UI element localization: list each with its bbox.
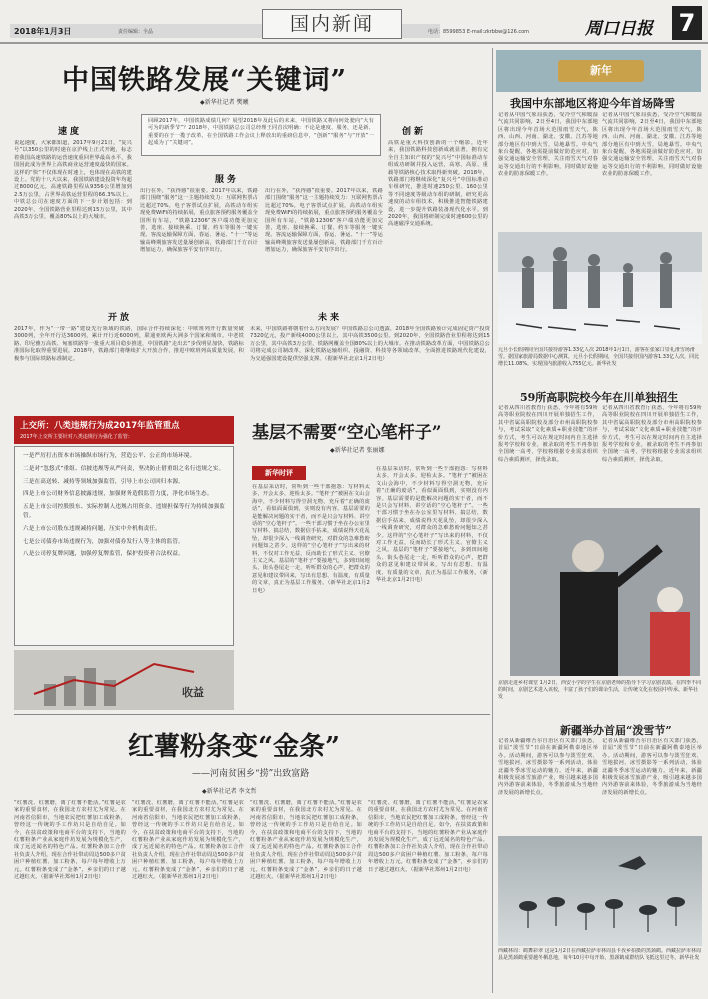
snow-text-2: 记者从中国气象局获悉，受冷空气和暖湿气流共同影响，2日至4日，我国中东部地区将出现今年首场大范围雨雪天气，陕西、山西、河南、湖北、安徽、江苏等地部分地区有中到大雪，局地暴雪。中央气象台提醒，各地需提前做好防范应对，加强交通运输安全管理，关注雨雪天气对春运等交通出行的不利影响，同时做好设施农业的防冻保暖工作。 (602, 112, 702, 178)
snow-banner (496, 50, 701, 92)
open-text: 2017年，作为“一带一路”建设先行领域的铁路，国际合作持续深化：中欧班列开行数量突破3000列，全年开行达3600列，累计开行近6000列，联通亚欧两大洲多个国家和城市。中老铁路、印尼雅万高铁、匈塞铁路等一批重大项目稳步推进，中国铁路“走出去”步伐明显加快，铁路标准国际化取得重要进展。2018年，铁路部门将继续扩大开放合作，推进中欧班列高质量发展，积极参与国际铁路标准制定。 (14, 326, 244, 362)
empty-pen-text-2: 在基层采访时，常听到一些干部抱怨：写材料太多，开会太多，迎检太多。“笔杆子”被困在文山会海中，不少材料写得空洞无物，充斥着“正确的废话”，看似面面俱到，实则没有内容。基层需要的是能解决问题的实干者，而不是只会写材料、讲空话的“空心笔杆子”。一些干部习惯于坐在办公室里写材料、搞总结，数据信手拈来，成绩说得天花乱坠，却很少深入一线调查研究，对群众的急难愁盼问题知之甚少。这样的“空心笔杆子”写出来的材料，不仅对工作无益，反而助长了形式主义、官僚主义之风。基层的“笔杆子”要接地气，多到田间地头、街头巷尾走一走，听听群众的心声，把群众的意见和建议带回来，写出有思想、有温度、有质量的文章，真正为基层工作服务。（新华社北京1月2日电） (376, 466, 488, 584)
crane-caption: 西藏林周：鹤舞彩翠 这是1月2日在西藏拉萨市林周县卡孜乡拍摄的黑颈鹤。西藏拉萨市林周县是黑颈鹤重要越冬栖息地，每年10月中旬开始，黑颈鹤成群结队飞抵这里过冬。新华社发 (498, 948, 701, 961)
sse-list (14, 446, 234, 646)
sse-item: 八是公司停复牌问题，加强停复牌监管，保护投资者合法权益。 (23, 551, 184, 558)
section-service: 服务 (215, 175, 240, 185)
newspaper-logo: 周口日报 (585, 19, 653, 39)
school-text-2: 记者从四川省教育厅获悉，今年将有59所高等职业院校在四川开展单独招生工作，其中省属高职院校及部分市州高职院校参与，考试采取“文化素质+职业技能”的评价方式，考生可以在规定时间内自主选择报考学校和专业，被录取的考生不再参加全国统一高考，学校将根据专业需求组织综合素质测评，择优录取。 (602, 405, 702, 463)
empty-pen-headline: 基层不需要“空心笔杆子” (252, 423, 442, 443)
sweetpotato-headline: 红薯粉条变“金条” (128, 732, 340, 762)
opera-illustration (510, 508, 700, 676)
commentary-tag: 新华时评 (252, 466, 306, 480)
sse-item: 六是上市公司股东违规减持问题，压实中介机构责任。 (23, 525, 161, 532)
section-open: 开放 (108, 313, 133, 323)
skiing-photo (498, 232, 702, 344)
sse-headline: 上交所：八类违规行为成2017年监管重点 (20, 421, 180, 431)
sse-banner (14, 416, 234, 444)
empty-pen-text: 在基层采访时，常听到一些干部抱怨：写材料太多，开会太多，迎检太多。“笔杆子”被困在文山会海中，不少材料写得空洞无物，充斥着“正确的废话”，看似面面俱到，实则没有内容。基层需要的是能解决问题的实干者，而不是只会写材料、讲空话的“空心笔杆子”。一些干部习惯于坐在办公室里写材料、搞总结，数据信手拈来，成绩说得天花乱坠，却很少深入一线调查研究，对群众的急难愁盼问题知之甚少。这样的“空心笔杆子”写出来的材料，不仅对工作无益，反而助长了形式主义、官僚主义之风。基层的“笔杆子”要接地气，多到田间地头、街头巷尾走一走，听听群众的心声，把群众的意见和建议带回来，写出有思想、有温度、有质量的文章，真正为基层工作服务。（新华社北京1月2日电） (252, 484, 370, 594)
finance-graphic (14, 650, 234, 710)
page-header (0, 0, 708, 44)
opera-caption: 京剧走进乡村课堂 1月2日，西安小学的学生在京剧老师的指导下学习京剧表演。在四季不同的时间，京剧艺术进入该校，丰富了孩子们的课余生活，让传统文化在校园中传承。新华社发 (498, 680, 701, 700)
snow-text: 记者从中国气象局获悉，受冷空气和暖湿气流共同影响，2日至4日，我国中东部地区将出现今年首场大范围雨雪天气，陕西、山西、河南、湖北、安徽、江苏等地部分地区有中到大雪，局地暴雪。中央气象台提醒，各地需提前做好防范应对，加强交通运输安全管理，关注雨雪天气对春运等交通出行的不利影响，同时做好设施农业的防冻保暖工作。 (498, 112, 598, 178)
service-text-2: 出行在外，“获得感”很重要。2017年以来，铁路部门围绕“服务”这一主题持续发力：互联网售票占比超过70%，电子客票试点扩展，高铁动车组实现免费WiFi的持续拓展，重点旅客预约服务覆盖全国所有车站，“铁路12306”客户端功能更加完善，选座、接续换乘、订餐、约车等服务一键实现。客流运输保障方面，春运、暑运、“十一”等运输高峰期旅客发送量屡创新高，铁路部门千方百计增加运力，确保旅客平安有序出行。 (265, 188, 383, 254)
empty-pen-byline: ◆新华社记者 张丽娜 (330, 447, 385, 454)
sse-item: 三是在高送转、减持等领域加强监管，引导上市公司回归本源。 (23, 478, 184, 485)
snowfest-text: 记者从新疆维吾尔自治区有关部门获悉，首届“泼雪节”日前在新疆阿勒泰地区举办。活动期间，游客可以参与泼雪狂欢、雪地拔河、冰雪摄影等一系列活动，体验北疆冬季冰雪运动的魅力。近年来，新疆积极发展冰雪旅游产业，吸引越来越多国内外游客前来体验，冬季旅游成为当地经济发展的新增长点。 (498, 738, 598, 796)
sweetpotato-text-3: “红薯洗、红薯磨，离了红薯不能活。”红薯是农家的重要食材，在我国北方农村尤为常见。在河南省信阳市，当地农民把红薯加工成粉条，曾经这一传统的手工作坊只是自给自足。如今，在扶贫政策和电商平台的支持下，当地的红薯粉条产业从家庭作坊发展为规模化生产，成了远近闻名的特色产品。红薯粉条加工合作社负责人介绍，现在合作社带动周边500多户贫困户种植红薯、加工粉条，每户每年增收上万元。红薯粉条变成了“金条”，乡亲们的日子越过越红火。（据新华社郑州1月2日电） (250, 800, 362, 881)
column-divider (492, 48, 493, 993)
snow-headline: 我国中东部地区将迎今年首场降雪 (510, 97, 675, 110)
main-headline: 中国铁路发展“关键词” (62, 65, 348, 96)
chart-illustration (14, 650, 234, 710)
section-innovate: 创新 (402, 127, 427, 137)
sweetpotato-text-2: “红薯洗、红薯磨，离了红薯不能活。”红薯是农家的重要食材，在我国北方农村尤为常见。在河南省信阳市，当地农民把红薯加工成粉条，曾经这一传统的手工作坊只是自给自足。如今，在扶贫政策和电商平台的支持下，当地的红薯粉条产业从家庭作坊发展为规模化生产，成了远近闻名的特色产品。红薯粉条加工合作社负责人介绍，现在合作社带动周边500多户贫困户种植红薯、加工粉条，每户每年增收上万元。红薯粉条变成了“金条”，乡亲们的日子越过越红火。（据新华社郑州1月2日电） (132, 800, 244, 881)
graphic-label: 收益 (182, 686, 204, 699)
snowfest-text-2: 记者从新疆维吾尔自治区有关部门获悉，首届“泼雪节”日前在新疆阿勒泰地区举办。活动期间，游客可以参与泼雪狂欢、雪地拔河、冰雪摄影等一系列活动，体验北疆冬季冰雪运动的魅力。近年来，新疆积极发展冰雪旅游产业，吸引越来越多国内外游客前来体验，冬季旅游成为当地经济发展的新增长点。 (602, 738, 702, 796)
cranes-illustration (498, 836, 702, 946)
page-number: 7 (672, 6, 702, 40)
speed-text: 说起速度，大家都知道，2017年9月21日，“复兴号”以350公里的时速在京沪线上正式开跑，标志着我国高速铁路的运营速度重回世界最高水平，我国因此成为世界上高铁商业运营速度最快的国家。这样的“快”不仅体现在时速上，也体现在高铁的建设上。党的十八大以来，我国铁路建设投资年均超过8000亿元，高速铁路里程从9356公里增加到2.5万公里，占世界高铁运营里程的66.3%以上。中铁总公司在速度方面的下一步计划包括：到2020年，全国铁路营业里程达到15万公里，其中高铁3万公里，覆盖80%以上的大城市。 (14, 140, 132, 221)
innovate-text: 高铁是重大科技创新的一个缩影。近年来，我国铁路科技创新成就显著，拥有完全自主知识产权的“复兴号”中国标准动车组成功研制并投入运营，高寒、高原、重载等铁路核心技术取得新突破。2018年，铁路部门将继续深化“复兴号”中国标准动车组研究，推进时速250公里、160公里等不同速度等级动车组的研制，研究更高速度的动车组技术，积极推进智能铁路建设，进一步提升铁路装备现代化水平。到2020年，我国将研制完成时速600公里的高速磁浮交通系统。 (388, 140, 488, 228)
editor-credit: 责任编辑：全晶 (118, 29, 154, 35)
sweetpotato-subheadline: ——河南贫困乡“捞”出致富路 (192, 769, 310, 779)
contact-info: 电话：8599853 E-mail:zkrbbw@126.com (428, 29, 530, 35)
sweetpotato-byline: ◆新华社记者 李文哲 (202, 788, 257, 795)
sweetpotato-text-4: “红薯洗、红薯磨，离了红薯不能活。”红薯是农家的重要食材，在我国北方农村尤为常见。在河南省信阳市，当地农民把红薯加工成粉条，曾经这一传统的手工作坊只是自给自足。如今，在扶贫政策和电商平台的支持下，当地的红薯粉条产业从家庭作坊发展为规模化生产，成了远近闻名的特色产品。红薯粉条加工合作社负责人介绍，现在合作社带动周边500多户贫困户种植红薯、加工粉条，每户每年增收上万元。红薯粉条变成了“金条”，乡亲们的日子越过越红火。（据新华社郑州1月2日电） (368, 800, 488, 873)
sse-item: 五是上市公司控股股东、实际控制人违规占用资金、违规担保等行为持续加强监管。 (23, 504, 225, 519)
sse-item: 一是严厉打击资本市场操纵市场行为，营造公平、公正的市场环境。 (23, 453, 196, 459)
sse-item: 七是公司债券市场违规行为，加强对债券发行人等主体的监管。 (23, 538, 184, 545)
school-text: 记者从四川省教育厅获悉，今年将有59所高等职业院校在四川开展单独招生工作，其中省属高职院校及部分市州高职院校参与，考试采取“文化素质+职业技能”的评价方式，考生可以在规定时间内自主选择报考学校和专业，被录取的考生不再参加全国统一高考，学校将根据专业需求组织综合素质测评，择优录取。 (498, 405, 598, 463)
future-text: 未来，中国铁路将朝着什么方向发展？中国铁路总公司透露，2018年全国铁路预计完成固定资产投资7320亿元，投产新线4000公里以上，其中高铁3500公里。到2020年，全国铁路营业里程将达到15万公里，其中高铁3万公里，铁路网覆盖全国80%以上的大城市。在推动铁路改革方面，中国铁路总公司将完成公司制改革，深化铁路运输组织、投融资、科技等各领域改革，全面推进铁路现代化建设，为交通强国建设提供坚强支撑。（据新华社北京1月2日电） (250, 326, 490, 362)
sse-item: 二是对“忽悠式”重组、信披违规等从严问责，坚决防止借重组之名行违规之实。 (23, 465, 225, 472)
sse-item: 四是上市公司财务信息披露违规，加强财务造假监管力度，净化市场生态。 (23, 491, 213, 498)
section-title: 国内新闻 (262, 9, 402, 39)
issue-date: 2018年1月3日 (14, 27, 72, 36)
snowfest-headline: 新疆举办首届“泼雪节” (560, 724, 672, 737)
sse-subhead: 2017年上交所主要针对八类违规行为强化了监管： (20, 434, 133, 440)
snow-tag: 新年 (558, 60, 644, 82)
main-intro: 回顾2017年，中国铁路成绩几何？展望2018年及此后的未来，中国铁路又将向何处驶向“大有可为的新季节”？2018年，中国铁路总公司总经理王同首次明确：不论是速度、服务，还是新、重要的在于一揽子改革，在全国铁路工作会议上释放出的重磅信息中，“创新”“服务”与“开放”一起成为了“关键词”。 (141, 114, 381, 156)
skiers-illustration (498, 232, 702, 344)
school-headline: 59所高职院校今年在川单独招生 (520, 391, 679, 404)
sweetpotato-text: “红薯洗、红薯磨，离了红薯不能活。”红薯是农家的重要食材，在我国北方农村尤为常见。在河南省信阳市，当地农民把红薯加工成粉条，曾经这一传统的手工作坊只是自给自足。如今，在扶贫政策和电商平台的支持下，当地的红薯粉条产业从家庭作坊发展为规模化生产，成了远近闻名的特色产品。红薯粉条加工合作社负责人介绍，现在合作社带动周边500多户贫困户种植红薯、加工粉条，每户每年增收上万元。红薯粉条变成了“金条”，乡亲们的日子越过越红火。（据新华社郑州1月2日电） (14, 800, 126, 881)
divider (14, 714, 490, 715)
crane-photo (498, 836, 702, 946)
section-future: 未来 (318, 313, 343, 323)
skiing-caption: 元旦小长假期间全国共接待游客1.33亿人次 2018年1月1日，游客在张家口崇礼滑雪场滑雪。据国家旅游局数据中心测算，元旦小长假期间，全国共接待国内游客1.33亿人次，同比增长11.08%，实现国内旅游收入755亿元。新华社发 (498, 347, 700, 367)
service-text: 出行在外，“获得感”很重要。2017年以来，铁路部门围绕“服务”这一主题持续发力：互联网售票占比超过70%，电子客票试点扩展，高铁动车组实现免费WiFi的持续拓展，重点旅客预约服务覆盖全国所有车站，“铁路12306”客户端功能更加完善，选座、接续换乘、订餐、约车等服务一键实现。客流运输保障方面，春运、暑运、“十一”等运输高峰期旅客发送量屡创新高，铁路部门千方百计增加运力，确保旅客平安有序出行。 (140, 188, 258, 254)
main-byline: ◆新华社记者 樊曦 (200, 99, 249, 106)
section-speed: 速度 (58, 127, 83, 137)
opera-photo (510, 508, 700, 676)
